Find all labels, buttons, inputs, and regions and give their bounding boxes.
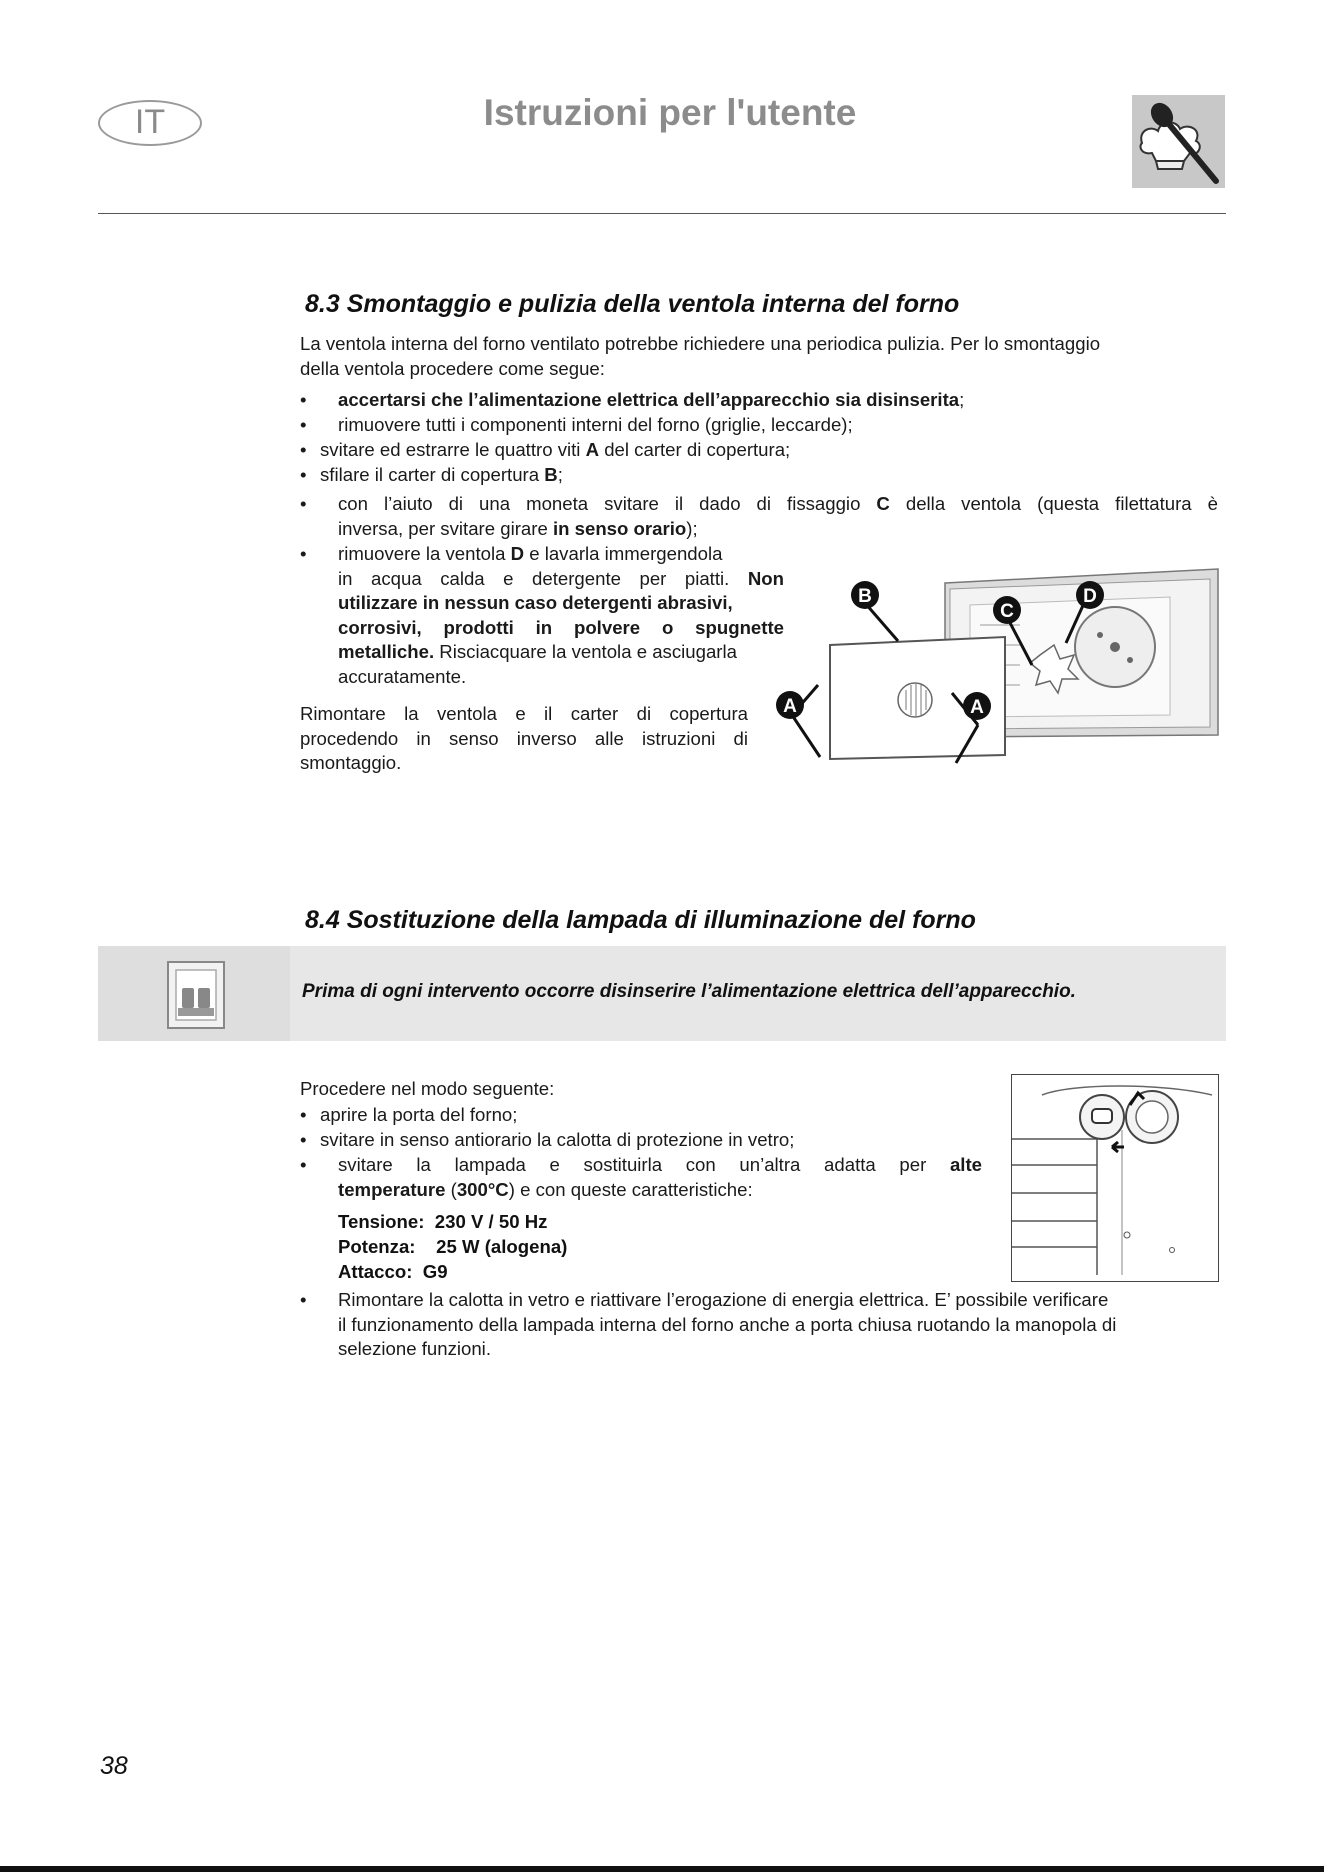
s83-outro-line: smontaggio. [300, 752, 402, 773]
s83-b6: metalliche. [338, 641, 435, 662]
lamp-specs [338, 1209, 567, 1284]
section-8-4-title: 8.4 Sostituzione della lampada di illuminazione del forno [305, 906, 976, 934]
s83-b1-end: ; [959, 389, 965, 410]
s83-b6: accuratamente. [338, 665, 467, 687]
list-item: • rimuovere tutti i componenti interni del forno (griglie, leccarde); [300, 414, 853, 435]
language-code: IT [134, 103, 166, 141]
spec-value: G9 [422, 1261, 448, 1282]
s84-b2: svitare in senso antiorario la calotta di protezione in vetro; [320, 1129, 795, 1150]
list-item: • accertarsi che l’alimentazione elettrica dell’apparecchio sia disinserita; [300, 389, 965, 410]
s83-intro-line: La ventola interna del forno ventilato potrebbe richiedere una periodica pulizia. Per lo smontaggio [300, 333, 1101, 354]
figure-label-c: C [1000, 601, 1014, 622]
s83-b5b: C [876, 493, 890, 514]
s83-b6: corrosivi, prodotti in polvere o spugnette [338, 616, 784, 638]
s83-b5a: con l’aiuto di una moneta svitare il dado di fissaggio [338, 493, 877, 514]
section-8-3-title: 8.3 Smontaggio e pulizia della ventola interna del forno [305, 290, 960, 318]
lamp-figure [1011, 1074, 1219, 1282]
s83-b2: rimuovere tutti i componenti interni del forno (griglie, leccarde); [338, 414, 853, 435]
bottom-edge [0, 1866, 1324, 1872]
s83-b3a: svitare ed estrarre le quattro viti [320, 439, 586, 460]
s83-b5e: in senso orario [552, 517, 687, 539]
language-badge [98, 100, 202, 146]
page-number: 38 [100, 1752, 128, 1780]
s83-b5d: inversa, per svitare girare [338, 517, 553, 539]
s84-b3: 300°C [456, 1178, 509, 1200]
s83-outro [300, 702, 748, 776]
chef-hat-spoon-icon [1132, 95, 1225, 188]
figure-label-b: B [858, 586, 872, 607]
s84-b1: aprire la porta del forno; [320, 1104, 518, 1125]
s83-intro-line: della ventola procedere come segue: [300, 357, 605, 379]
s84-b3: svitare la lampada e sostituirla con un’altra adatta per [338, 1154, 950, 1175]
power-socket-icon [98, 946, 290, 1041]
s84-b3: temperature [338, 1178, 446, 1200]
warning-icon-box [98, 946, 290, 1041]
spec-value: 230 V / 50 Hz [434, 1211, 548, 1232]
spec-value: 25 W (alogena) [436, 1236, 568, 1257]
s84-b3: ) e con queste caratteristiche: [508, 1178, 753, 1200]
s84-intro: Procedere nel modo seguente: [300, 1078, 555, 1099]
s83-b4c: ; [557, 464, 563, 485]
s83-b3c: del carter di copertura; [599, 439, 791, 460]
s83-b5f: ); [686, 517, 698, 539]
s83-b3b: A [585, 439, 600, 460]
s84-b4: selezione funzioni. [338, 1338, 491, 1359]
list-item: • svitare in senso antiorario la calotta di protezione in vetro; [300, 1129, 795, 1150]
s83-b6: rimuovere la ventola [338, 543, 511, 564]
list-item: • svitare ed estrarre le quattro viti A del carter di copertura; [300, 439, 791, 460]
page-title: Istruzioni per l'utente [483, 92, 857, 133]
list-item: • aprire la porta del forno; [300, 1104, 518, 1125]
figure-label-a: A [783, 696, 797, 717]
s83-outro-line: Rimontare la ventola e il carter di copertura [300, 703, 748, 724]
s84-b4: il funzionamento della lampada interna del forno anche a porta chiusa ruotando la manopola di [338, 1313, 1117, 1335]
spec-label: Attacco: [338, 1261, 413, 1282]
s83-b6: e lavarla immergendola [524, 543, 723, 564]
s83-b6: Risciacquare la ventola e asciugarla [434, 641, 737, 662]
list-item: • svitare la lampada e sostituirla con un’altra adatta per alte temperature (300°C) e con queste caratteristiche: [300, 1154, 982, 1200]
s83-b6: utilizzare in nessun caso detergenti abrasivi, [338, 592, 733, 613]
s83-b6: in acqua calda e detergente per piatti. [338, 567, 748, 589]
s83-outro-line: procedendo in senso inverso alle istruzioni di [300, 727, 748, 749]
warning-text: Prima di ogni intervento occorre disinserire l’alimentazione elettrica dell’apparecchio. [302, 981, 1076, 1002]
spec-label: Tensione: [338, 1211, 425, 1232]
figure-label-a: A [970, 697, 984, 718]
list-item: • sfilare il carter di copertura B; [300, 464, 563, 485]
s83-b1-bold: accertarsi che l’alimentazione elettrica dell’apparecchio sia disinserita [338, 389, 960, 410]
oven-lamp-illustration [1012, 1075, 1217, 1280]
s83-b6: Non [747, 567, 784, 589]
list-item: • con l’aiuto di una moneta svitare il dado di fissaggio C della ventola (questa filettatura è inversa, per svitare girare in senso orario); [300, 493, 1218, 539]
s83-b6: D [510, 543, 525, 564]
oven-fan-illustration [770, 565, 1220, 770]
s84-b3: ( [445, 1178, 457, 1200]
s84-b4: Rimontare la calotta in vetro e riattivare l’erogazione di energia elettrica. E’ possibile verificare [338, 1289, 1109, 1310]
s83-b4a: sfilare il carter di copertura [320, 464, 545, 485]
s84-b3: alte [949, 1154, 982, 1175]
figure-label-d: D [1083, 586, 1097, 607]
s83-b4b: B [544, 464, 558, 485]
list-item: • Rimontare la calotta in vetro e riattivare l’erogazione di energia elettrica. E’ possibile verificare il funzionamento della lampada interna del forno anche a porta chiusa ruotando la manopola di selezione funzioni. [300, 1288, 1218, 1362]
fan-disassembly-figure [770, 565, 1220, 770]
header-rule [98, 213, 1226, 214]
list-item: • rimuovere la ventola D e lavarla immergendola in acqua calda e detergente per piatti. Non utilizzare in nessun caso detergenti abrasivi, corrosivi, prodotti in polvere o spugnette metalliche. Risciacquare la ventola e asciugarla accuratamente. [300, 542, 784, 689]
s83-intro [300, 332, 1100, 381]
spec-label: Potenza: [338, 1236, 416, 1257]
chef-logo [1132, 95, 1225, 188]
s83-b5c: della ventola (questa filettatura è [889, 493, 1218, 514]
